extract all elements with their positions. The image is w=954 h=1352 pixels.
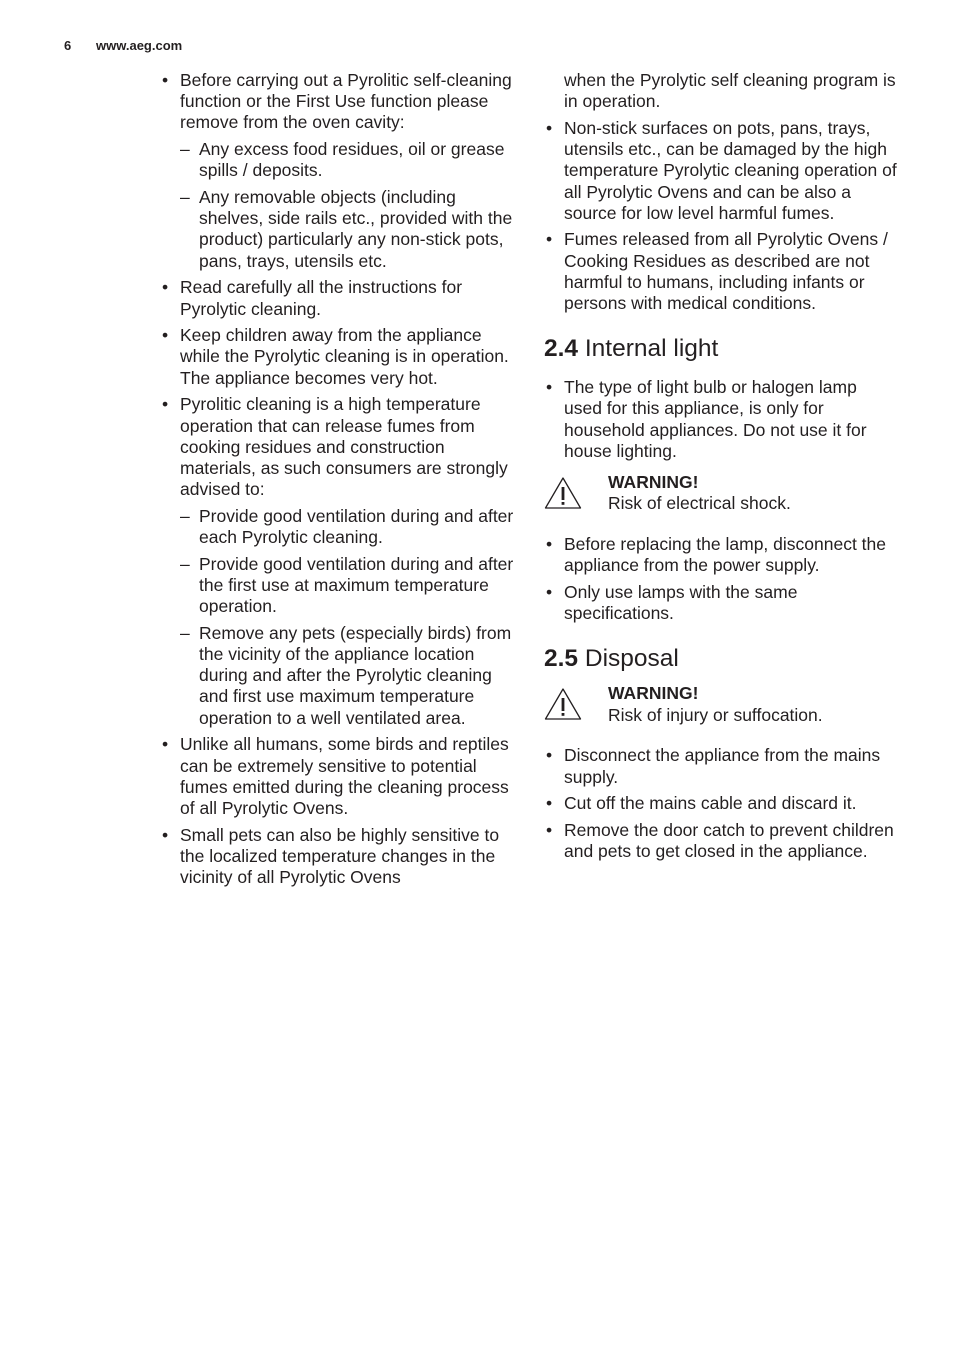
section-title: Disposal (584, 645, 679, 673)
right-column (544, 70, 898, 868)
sub-list-item: – Provide good ventilation during and after each Pyrolytic cleaning. (180, 506, 516, 548)
list-item-text: Before carrying out a Pyrolitic self-cleaning function or the First Use function please remove from the oven cavity: (180, 70, 512, 133)
list-item-text: Pyrolitic cleaning is a high temperature operation that can release fumes from cooking residues and construction materials, as such consumers are strongly advised to: (180, 394, 508, 500)
disposal-list (544, 745, 898, 862)
section-heading-internal-light (544, 334, 898, 364)
warning-box (544, 472, 898, 516)
list-item: • Small pets can also be highly sensitive to the localized temperature changes in the vicinity of all Pyrolytic Ovens (160, 825, 516, 889)
sub-list-item: – Any removable objects (including shelves, side rails etc., provided with the product) particularly any non-stick pots, pans, trays, utensils etc. (180, 187, 516, 272)
list-item: • Disconnect the appliance from the mains supply. (544, 745, 898, 787)
list-item (160, 394, 516, 729)
sub-list-item: – Remove any pets (especially birds) from the vicinity of the appliance location during and after the Pyrolytic cleaning and first use maximum temperature operation to a well ventilated area. (180, 623, 516, 729)
list-item: • Remove the door catch to prevent children and pets to get closed in the appliance. (544, 820, 898, 862)
warning-triangle-icon (544, 476, 582, 510)
list-item: • Only use lamps with the same specifications. (544, 582, 898, 624)
list-item: • Unlike all humans, some birds and reptiles can be extremely sensitive to potential fumes emitted during the cleaning process of all Pyrolytic Ovens. (160, 734, 516, 819)
left-column (160, 70, 516, 894)
list-item: • Keep children away from the appliance while the Pyrolytic cleaning is in operation. The appliance becomes very hot. (160, 325, 516, 389)
section-number: 2.5 (544, 645, 579, 673)
list-item: • The type of light bulb or halogen lamp used for this appliance, is only for household appliances. Do not use it for house lighting. (544, 377, 898, 462)
sub-list-item: – Provide good ventilation during and after the first use at maximum temperature operation. (180, 554, 516, 618)
page-header (64, 38, 182, 53)
list-item: • Non-stick surfaces on pots, pans, trays, utensils etc., can be damaged by the high temperature Pyrolytic cleaning operation of all Pyrolytic Ovens and can be also a source for low level harmful fumes. (544, 118, 898, 224)
list-item: • Fumes released from all Pyrolytic Ovens / Cooking Residues as described are not harmful to humans, including infants or persons with medical conditions. (544, 229, 898, 314)
list-item (160, 70, 516, 272)
site-url: www.aeg.com (96, 38, 183, 53)
continued-text: when the Pyrolytic self cleaning program is in operation. (564, 70, 896, 112)
warning-text: Risk of injury or suffocation. (608, 704, 823, 725)
section-title: Internal light (584, 335, 719, 363)
list-item: • Cut off the mains cable and discard it. (544, 793, 898, 814)
sub-list-item: – Any excess food residues, oil or grease spills / deposits. (180, 139, 516, 181)
warning-title: WARNING! (608, 472, 699, 493)
warning-triangle-icon (544, 687, 582, 721)
list-item: • Read carefully all the instructions for Pyrolytic cleaning. (160, 277, 516, 319)
warning-title: WARNING! (608, 683, 699, 704)
section-heading-disposal (544, 644, 898, 674)
warning-box (544, 683, 898, 727)
section-number: 2.4 (544, 335, 579, 363)
list-item: • Before replacing the lamp, disconnect the appliance from the power supply. (544, 534, 898, 576)
safety-list (160, 70, 516, 888)
internal-light-list-2 (544, 534, 898, 624)
warning-text: Risk of electrical shock. (608, 493, 791, 514)
internal-light-list (544, 377, 898, 462)
safety-list-continued (544, 118, 898, 314)
page-number: 6 (64, 38, 72, 53)
